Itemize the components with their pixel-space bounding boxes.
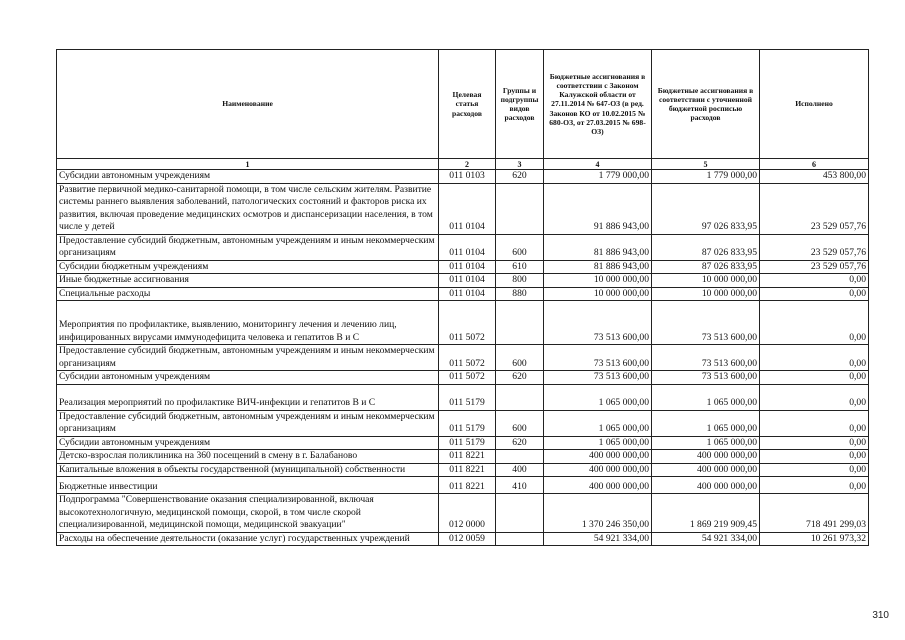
row-name: Подпрограмма "Совершенствование оказания специализированной, включая высокотехнологичную, медицинской помощи, скорой, в том числе скорой специализированной, медицинской помощи, медицинской эвакуации" bbox=[57, 494, 439, 533]
row-target-code: 011 0104 bbox=[439, 274, 496, 288]
row-group-code bbox=[496, 532, 544, 546]
row-group-code: 800 bbox=[496, 274, 544, 288]
row-target-code: 011 5072 bbox=[439, 345, 496, 371]
row-name: Бюджетные инвестиции bbox=[57, 477, 439, 494]
header-row bbox=[57, 50, 869, 159]
row-name: Субсидии автономным учреждениям bbox=[57, 436, 439, 450]
row-done-amount: 0,00 bbox=[760, 274, 869, 288]
row-law-amount: 81 886 943,00 bbox=[544, 260, 652, 274]
row-refined-amount: 1 065 000,00 bbox=[652, 410, 760, 436]
row-done-amount: 453 800,00 bbox=[760, 170, 869, 184]
row-refined-amount: 1 065 000,00 bbox=[652, 436, 760, 450]
row-law-amount: 54 921 334,00 bbox=[544, 532, 652, 546]
row-refined-amount: 73 513 600,00 bbox=[652, 345, 760, 371]
row-done-amount: 0,00 bbox=[760, 371, 869, 385]
header-name: Наименование bbox=[57, 50, 439, 159]
row-refined-amount: 73 513 600,00 bbox=[652, 301, 760, 345]
row-law-amount: 10 000 000,00 bbox=[544, 287, 652, 301]
row-refined-amount: 1 779 000,00 bbox=[652, 170, 760, 184]
row-law-amount: 1 065 000,00 bbox=[544, 436, 652, 450]
column-number-row bbox=[57, 159, 869, 170]
row-name: Субсидии бюджетным учреждениям bbox=[57, 260, 439, 274]
row-target-code: 011 0104 bbox=[439, 260, 496, 274]
row-law-amount: 91 886 943,00 bbox=[544, 183, 652, 234]
row-name: Предоставление субсидий бюджетным, автономным учреждениям и иным некоммерческим организациям bbox=[57, 345, 439, 371]
row-law-amount: 400 000 000,00 bbox=[544, 450, 652, 464]
row-refined-amount: 87 026 833,95 bbox=[652, 234, 760, 260]
row-name: Субсидии автономным учреждениям bbox=[57, 170, 439, 184]
row-group-code: 880 bbox=[496, 287, 544, 301]
row-group-code: 600 bbox=[496, 345, 544, 371]
row-group-code bbox=[496, 384, 544, 410]
header-done: Исполнено bbox=[760, 50, 869, 159]
table-row bbox=[57, 436, 869, 450]
column-number: 1 bbox=[57, 159, 439, 170]
table-row bbox=[57, 371, 869, 385]
row-target-code: 011 0103 bbox=[439, 170, 496, 184]
row-target-code: 011 5179 bbox=[439, 384, 496, 410]
row-law-amount: 73 513 600,00 bbox=[544, 345, 652, 371]
row-law-amount: 1 065 000,00 bbox=[544, 384, 652, 410]
row-law-amount: 400 000 000,00 bbox=[544, 463, 652, 477]
header-groups: Группы и подгруппы видов расходов bbox=[496, 50, 544, 159]
column-number: 5 bbox=[652, 159, 760, 170]
table-row bbox=[57, 170, 869, 184]
row-refined-amount: 400 000 000,00 bbox=[652, 450, 760, 464]
column-number: 4 bbox=[544, 159, 652, 170]
row-group-code bbox=[496, 450, 544, 464]
row-refined-amount: 1 869 219 909,45 bbox=[652, 494, 760, 533]
row-name: Иные бюджетные ассигнования bbox=[57, 274, 439, 288]
table-row bbox=[57, 410, 869, 436]
row-done-amount: 0,00 bbox=[760, 450, 869, 464]
budget-table bbox=[56, 49, 869, 546]
row-target-code: 011 0104 bbox=[439, 183, 496, 234]
row-group-code: 620 bbox=[496, 436, 544, 450]
row-target-code: 011 5179 bbox=[439, 436, 496, 450]
row-target-code: 011 8221 bbox=[439, 450, 496, 464]
row-law-amount: 1 065 000,00 bbox=[544, 410, 652, 436]
row-name: Детско-взрослая поликлиника на 360 посещений в смену в г. Балабаново bbox=[57, 450, 439, 464]
row-done-amount: 23 529 057,76 bbox=[760, 260, 869, 274]
row-law-amount: 81 886 943,00 bbox=[544, 234, 652, 260]
row-name: Субсидии автономным учреждениям bbox=[57, 371, 439, 385]
row-done-amount: 0,00 bbox=[760, 410, 869, 436]
row-name: Развитие первичной медико-санитарной помощи, в том числе сельским жителям. Развитие системы раннего выявления заболеваний, патологических состояний и факторов риска их развития, включая проведение медицинских осмотров и диспансеризации населения, в том числе у детей bbox=[57, 183, 439, 234]
column-number: 2 bbox=[439, 159, 496, 170]
row-done-amount: 10 261 973,32 bbox=[760, 532, 869, 546]
row-target-code: 011 5179 bbox=[439, 410, 496, 436]
row-law-amount: 400 000 000,00 bbox=[544, 477, 652, 494]
row-target-code: 011 8221 bbox=[439, 477, 496, 494]
table-row bbox=[57, 345, 869, 371]
row-target-code: 011 0104 bbox=[439, 287, 496, 301]
table-row bbox=[57, 494, 869, 533]
row-law-amount: 73 513 600,00 bbox=[544, 301, 652, 345]
row-group-code: 600 bbox=[496, 234, 544, 260]
row-done-amount: 0,00 bbox=[760, 384, 869, 410]
row-group-code bbox=[496, 301, 544, 345]
row-refined-amount: 1 065 000,00 bbox=[652, 384, 760, 410]
column-number: 6 bbox=[760, 159, 869, 170]
table-row bbox=[57, 274, 869, 288]
table-row bbox=[57, 532, 869, 546]
table-row bbox=[57, 477, 869, 494]
row-name: Предоставление субсидий бюджетным, автономным учреждениям и иным некоммерческим организациям bbox=[57, 410, 439, 436]
row-group-code: 620 bbox=[496, 170, 544, 184]
row-law-amount: 10 000 000,00 bbox=[544, 274, 652, 288]
row-name: Расходы на обеспечение деятельности (оказание услуг) государственных учреждений bbox=[57, 532, 439, 546]
row-target-code: 012 0059 bbox=[439, 532, 496, 546]
row-name: Капитальные вложения в объекты государственной (муниципальной) собственности bbox=[57, 463, 439, 477]
row-done-amount: 23 529 057,76 bbox=[760, 234, 869, 260]
table-row bbox=[57, 234, 869, 260]
row-refined-amount: 10 000 000,00 bbox=[652, 287, 760, 301]
row-refined-amount: 73 513 600,00 bbox=[652, 371, 760, 385]
row-group-code: 410 bbox=[496, 477, 544, 494]
page-number: 310 bbox=[872, 610, 889, 621]
row-group-code: 600 bbox=[496, 410, 544, 436]
row-name: Мероприятия по профилактике, выявлению, мониторингу лечения и лечению лиц, инфицированных вирусами иммунодефицита человека и гепатитов В и С bbox=[57, 301, 439, 345]
row-law-amount: 1 779 000,00 bbox=[544, 170, 652, 184]
table-row bbox=[57, 463, 869, 477]
column-number: 3 bbox=[496, 159, 544, 170]
row-group-code bbox=[496, 494, 544, 533]
table-row bbox=[57, 287, 869, 301]
row-target-code: 011 5072 bbox=[439, 371, 496, 385]
row-group-code: 620 bbox=[496, 371, 544, 385]
row-name: Специальные расходы bbox=[57, 287, 439, 301]
row-refined-amount: 400 000 000,00 bbox=[652, 477, 760, 494]
row-done-amount: 0,00 bbox=[760, 287, 869, 301]
row-target-code: 011 0104 bbox=[439, 234, 496, 260]
row-done-amount: 0,00 bbox=[760, 477, 869, 494]
row-done-amount: 718 491 299,03 bbox=[760, 494, 869, 533]
row-law-amount: 1 370 246 350,00 bbox=[544, 494, 652, 533]
row-done-amount: 0,00 bbox=[760, 436, 869, 450]
row-done-amount: 0,00 bbox=[760, 463, 869, 477]
row-group-code: 610 bbox=[496, 260, 544, 274]
row-target-code: 011 8221 bbox=[439, 463, 496, 477]
table-row bbox=[57, 301, 869, 345]
header-target: Целевая статья расходов bbox=[439, 50, 496, 159]
row-refined-amount: 54 921 334,00 bbox=[652, 532, 760, 546]
row-group-code bbox=[496, 183, 544, 234]
row-target-code: 012 0000 bbox=[439, 494, 496, 533]
table-row bbox=[57, 260, 869, 274]
table-row bbox=[57, 183, 869, 234]
row-done-amount: 23 529 057,76 bbox=[760, 183, 869, 234]
row-law-amount: 73 513 600,00 bbox=[544, 371, 652, 385]
header-refined: Бюджетные ассигнования в соответствии с уточненной бюджетной росписью расходов bbox=[652, 50, 760, 159]
header-law: Бюджетные ассигнования в соответствии с Законом Калужской области от 27.11.2014 № 647-ОЗ (в ред. Законов КО от 10.02.2015 № 680-ОЗ, от 27.03.2015 № 698-ОЗ) bbox=[544, 50, 652, 159]
row-done-amount: 0,00 bbox=[760, 345, 869, 371]
table-row bbox=[57, 384, 869, 410]
row-name: Реализация мероприятий по профилактике ВИЧ-инфекции и гепатитов В и С bbox=[57, 384, 439, 410]
row-target-code: 011 5072 bbox=[439, 301, 496, 345]
row-refined-amount: 97 026 833,95 bbox=[652, 183, 760, 234]
row-refined-amount: 87 026 833,95 bbox=[652, 260, 760, 274]
row-group-code: 400 bbox=[496, 463, 544, 477]
row-refined-amount: 400 000 000,00 bbox=[652, 463, 760, 477]
table-row bbox=[57, 450, 869, 464]
row-name: Предоставление субсидий бюджетным, автономным учреждениям и иным некоммерческим организациям bbox=[57, 234, 439, 260]
row-done-amount: 0,00 bbox=[760, 301, 869, 345]
row-refined-amount: 10 000 000,00 bbox=[652, 274, 760, 288]
